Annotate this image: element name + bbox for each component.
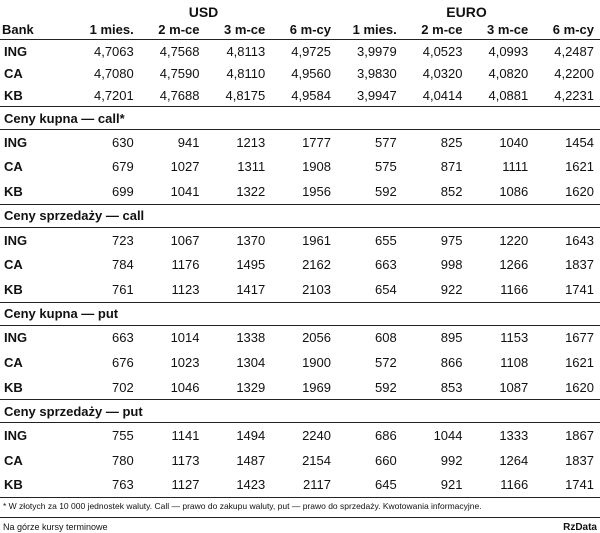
value-cell: 1046	[170, 379, 200, 395]
value-cell: 4,7080	[93, 65, 134, 81]
value-cell: 686	[375, 428, 397, 444]
value-cell: 1176	[171, 257, 200, 273]
value-cell: 1014	[170, 330, 200, 346]
period-header: 2 m-ce	[403, 20, 469, 40]
section-title: Ceny sprzedaży — put	[0, 400, 600, 423]
value-cell: 1643	[565, 232, 594, 248]
value-cell: 4,7590	[159, 65, 200, 81]
bank-name: KB	[4, 281, 23, 297]
price-row	[0, 155, 600, 180]
period-header: 6 m-cy	[534, 20, 600, 40]
value-cell: 1620	[565, 379, 594, 395]
bank-name: ING	[4, 43, 28, 59]
bank-name: KB	[4, 87, 23, 103]
value-cell: 1620	[565, 183, 594, 199]
value-cell: 1423	[206, 473, 272, 498]
value-cell: 2103	[302, 281, 331, 297]
bank-name: CA	[4, 257, 23, 273]
value-cell: 1837	[565, 257, 594, 273]
value-cell: 1027	[170, 159, 200, 175]
value-cell: 866	[440, 354, 463, 370]
value-cell: 4,9584	[291, 87, 331, 103]
bank-name: ING	[4, 232, 28, 248]
value-cell: 1311	[237, 159, 266, 175]
value-cell: 784	[112, 257, 134, 273]
forward-rate-row	[0, 84, 600, 107]
value-cell: 1264	[499, 452, 529, 468]
value-cell: 1173	[171, 452, 200, 468]
value-cell: 1044	[433, 428, 463, 444]
value-cell: 3,9830	[356, 65, 397, 81]
value-cell: 922	[440, 281, 463, 297]
section-header-row	[0, 107, 600, 130]
bank-name: CA	[4, 65, 23, 81]
value-cell: 2162	[302, 257, 331, 273]
value-cell: 2240	[302, 428, 331, 444]
value-cell: 1166	[500, 281, 529, 297]
value-cell: 4,0820	[488, 65, 529, 81]
bank-name: CA	[4, 159, 23, 175]
value-cell: 1454	[565, 134, 594, 150]
value-cell: 1338	[236, 330, 266, 346]
value-cell: 1956	[302, 183, 331, 199]
value-cell: 592	[375, 379, 397, 395]
value-cell: 1040	[499, 134, 529, 150]
forward-rate-row	[0, 40, 600, 63]
value-cell: 4,9560	[291, 65, 331, 81]
value-cell: 1741	[534, 473, 600, 498]
section-header-row	[0, 400, 600, 423]
forward-rate-row	[0, 62, 600, 84]
value-cell: 4,2487	[554, 43, 594, 59]
value-cell: 4,7201	[93, 87, 134, 103]
value-cell: 630	[112, 134, 134, 150]
value-cell: 660	[375, 452, 397, 468]
value-cell: 852	[440, 183, 463, 199]
value-cell: 4,8113	[226, 43, 266, 59]
period-header: 1 mies.	[337, 20, 403, 40]
value-cell: 4,8175	[225, 87, 266, 103]
value-cell: 723	[112, 232, 134, 248]
value-cell: 3,9947	[356, 87, 397, 103]
section-title: Ceny kupna — call*	[0, 107, 600, 130]
value-cell: 4,7063	[93, 43, 134, 59]
value-cell: 1123	[171, 281, 200, 297]
bank-name: CA	[4, 452, 23, 468]
period-header: 6 m-cy	[271, 20, 337, 40]
value-cell: 663	[112, 330, 134, 346]
value-cell: 1837	[565, 452, 594, 468]
value-cell: 4,0993	[488, 43, 529, 59]
value-cell: 592	[375, 183, 397, 199]
value-cell: 575	[375, 159, 397, 175]
value-cell: 1086	[499, 183, 529, 199]
value-cell: 4,9725	[291, 43, 331, 59]
value-cell: 2154	[302, 452, 331, 468]
brand-label: RzData	[563, 522, 597, 533]
value-cell: 1304	[236, 354, 266, 370]
value-cell: 1108	[500, 354, 529, 370]
value-cell: 780	[112, 452, 134, 468]
footer-caption: Na górze kursy terminowe	[3, 522, 108, 533]
value-cell: 1111	[502, 159, 529, 175]
value-cell: 1322	[236, 183, 266, 199]
price-row	[0, 375, 600, 400]
price-row	[0, 277, 600, 302]
value-cell: 655	[375, 232, 397, 248]
value-cell: 921	[403, 473, 469, 498]
value-cell: 1908	[302, 159, 331, 175]
value-cell: 577	[375, 134, 397, 150]
value-cell: 755	[112, 428, 134, 444]
value-cell: 654	[375, 281, 397, 297]
value-cell: 676	[112, 354, 134, 370]
value-cell: 4,7568	[159, 43, 200, 59]
value-cell: 1370	[236, 232, 266, 248]
section-title: Ceny sprzedaży — call	[0, 204, 600, 227]
value-cell: 761	[112, 281, 134, 297]
value-cell: 663	[375, 257, 397, 273]
period-header-row	[0, 20, 600, 40]
value-cell: 4,0881	[488, 87, 529, 103]
value-cell: 1023	[170, 354, 200, 370]
value-cell: 1166	[469, 473, 535, 498]
value-cell: 895	[440, 330, 463, 346]
value-cell: 2117	[271, 473, 337, 498]
value-cell: 1677	[565, 330, 594, 346]
value-cell: 1900	[302, 354, 331, 370]
value-cell: 1153	[500, 330, 529, 346]
bank-name: KB	[4, 183, 23, 199]
value-cell: 702	[112, 379, 134, 395]
price-row	[0, 252, 600, 277]
value-cell: 608	[375, 330, 397, 346]
value-cell: 1494	[236, 428, 266, 444]
section-header-row	[0, 204, 600, 227]
price-row	[0, 179, 600, 204]
value-cell: 1141	[171, 428, 200, 444]
value-cell: 1621	[565, 354, 594, 370]
value-cell: 853	[440, 379, 463, 395]
value-cell: 4,0523	[422, 43, 463, 59]
value-cell: 1213	[236, 134, 266, 150]
section-header-row	[0, 302, 600, 325]
value-cell: 1041	[170, 183, 200, 199]
value-cell: 4,2231	[554, 87, 594, 103]
bank-name: KB	[0, 473, 74, 498]
value-cell: 1867	[565, 428, 594, 444]
footnote: * W złotych za 10 000 jednostek waluty. Call — prawo do zakupu waluty, put — prawo do sprzedaży. Kwotowania informacyjne.	[0, 498, 600, 518]
price-row	[0, 130, 600, 155]
value-cell: 1127	[140, 473, 206, 498]
value-cell: 1961	[302, 232, 331, 248]
value-cell: 572	[375, 354, 397, 370]
value-cell: 992	[440, 452, 463, 468]
price-row	[0, 423, 600, 448]
bank-name: KB	[4, 379, 23, 395]
price-row	[0, 350, 600, 375]
bank-name: CA	[4, 354, 23, 370]
value-cell: 645	[337, 473, 403, 498]
value-cell: 1495	[236, 257, 266, 273]
value-cell: 1621	[565, 159, 594, 175]
value-cell: 1487	[236, 452, 266, 468]
value-cell: 679	[112, 159, 134, 175]
value-cell: 2056	[302, 330, 331, 346]
price-row	[0, 473, 600, 498]
value-cell: 4,0320	[422, 65, 463, 81]
price-row	[0, 448, 600, 473]
value-cell: 975	[440, 232, 463, 248]
price-row	[0, 325, 600, 350]
period-header: 3 m-ce	[206, 20, 272, 40]
bank-name: ING	[4, 428, 28, 444]
value-cell: 998	[440, 257, 463, 273]
value-cell: 1333	[499, 428, 529, 444]
bank-name: ING	[4, 330, 28, 346]
value-cell: 763	[74, 473, 140, 498]
value-cell: 871	[440, 159, 463, 175]
value-cell: 1329	[236, 379, 266, 395]
value-cell: 825	[440, 134, 463, 150]
value-cell: 4,0414	[422, 87, 463, 103]
bank-name: ING	[4, 134, 28, 150]
value-cell: 1266	[499, 257, 529, 273]
value-cell: 4,2200	[554, 65, 594, 81]
value-cell: 1741	[565, 281, 594, 297]
value-cell: 4,7688	[159, 87, 200, 103]
value-cell: 4,8110	[226, 65, 266, 81]
currency-header-row	[0, 0, 600, 20]
period-header: 2 m-ce	[140, 20, 206, 40]
value-cell: 1969	[302, 379, 331, 395]
section-title: Ceny kupna — put	[0, 302, 600, 325]
value-cell: 699	[112, 183, 134, 199]
period-header: 1 mies.	[74, 20, 140, 40]
value-cell: 1777	[302, 134, 331, 150]
value-cell: 941	[177, 134, 200, 150]
value-cell: 3,9979	[356, 43, 397, 59]
footer	[0, 518, 600, 533]
period-header: 3 m-ce	[469, 20, 535, 40]
currency-euro: EURO	[446, 4, 487, 20]
price-row	[0, 227, 600, 252]
value-cell: 1067	[170, 232, 200, 248]
currency-usd: USD	[188, 4, 219, 20]
bank-column-header: Bank	[0, 20, 74, 40]
value-cell: 1417	[236, 281, 266, 297]
value-cell: 1087	[499, 379, 529, 395]
value-cell: 1220	[499, 232, 529, 248]
